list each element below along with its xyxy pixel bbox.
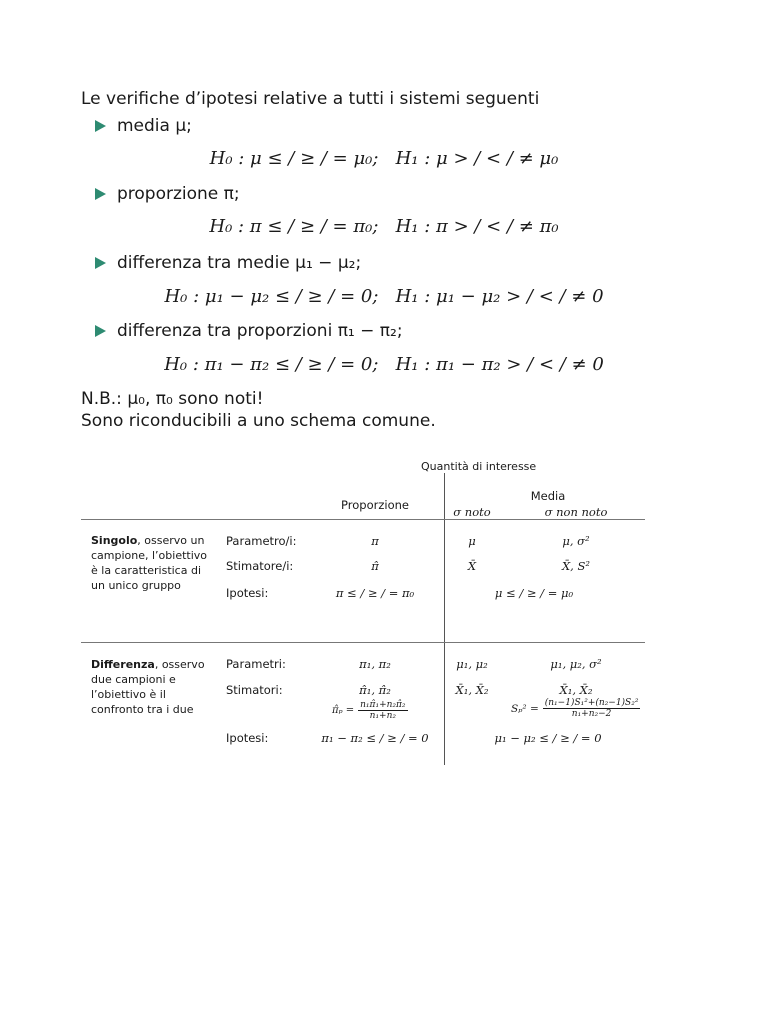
pooled-proportion-formula [332, 700, 408, 721]
differenza-noto-stim: X̄₁, X̄₂ [455, 683, 489, 697]
formula-proporzione: H₀ : π ≤ / ≥ / = π₀; H₁ : π > / < / ≠ π₀ [209, 216, 559, 237]
header-media: Media [530, 489, 566, 503]
singolo-bold: Singolo [91, 534, 138, 547]
singolo-noto-stim: X̄ [467, 559, 477, 573]
differenza-bold: Differenza [91, 658, 155, 671]
section-rule [81, 642, 645, 643]
singolo-prop-param: π [371, 534, 379, 548]
differenza-prop-stim: π̂₁, π̂₂ [359, 683, 391, 697]
differenza-prop-param: π₁, π₂ [359, 657, 391, 671]
bullet-label: proporzione π; [117, 184, 240, 204]
sp-fraction [543, 698, 641, 719]
bullet-triangle-icon [95, 325, 106, 337]
bullet-triangle-icon [95, 120, 106, 132]
differenza-noto-param: μ₁, μ₂ [456, 657, 488, 671]
singolo-nonnoto-param: μ, σ² [562, 534, 590, 548]
sp-lhs: Sₚ² = [511, 702, 539, 715]
differenza-ipot-label: Ipotesi: [226, 731, 269, 745]
differenza-nonnoto-stim: X̄₁, X̄₂ [559, 683, 593, 697]
formula-diff-medie: H₀ : μ₁ − μ₂ ≤ / ≥ / = 0; H₁ : μ₁ − μ₂ > / < / ≠ 0 [164, 286, 604, 307]
note-noti: N.B.: μ₀, π₀ sono noti! [81, 389, 264, 409]
bullet-diff-medie [95, 253, 361, 273]
bullet-triangle-icon [95, 257, 106, 269]
differenza-param-label: Parametri: [226, 657, 286, 671]
sp-denominator: n₁+n₂−2 [571, 709, 612, 719]
singolo-description [91, 533, 217, 593]
singolo-nonnoto-stim: X̄, S² [562, 559, 590, 573]
header-proporzione: Proporzione [341, 498, 409, 512]
bullet-diff-proporzioni [95, 321, 403, 341]
differenza-stim-label: Stimatori: [226, 683, 283, 697]
bullet-label: differenza tra proporzioni π₁ − π₂; [117, 321, 403, 341]
intro-text: Le verifiche d’ipotesi relative a tutti i sistemi seguenti [81, 89, 540, 109]
differenza-media-ipot: μ₁ − μ₂ ≤ / ≥ / = 0 [494, 731, 602, 745]
singolo-noto-param: μ [468, 534, 476, 548]
pooled-variance-formula [511, 698, 640, 719]
formula-media: H₀ : μ ≤ / ≥ / = μ₀; H₁ : μ > / < / ≠ μ₀ [209, 148, 559, 169]
singolo-prop-stim: π̂ [371, 559, 379, 573]
vertical-divider [444, 473, 445, 765]
differenza-nonnoto-param: μ₁, μ₂, σ² [550, 657, 602, 671]
pooled-numerator: n₁π̂₁+n₂π̂₂ [360, 700, 406, 710]
bullet-label: media μ; [117, 116, 192, 136]
header-sigma-non-noto: σ non noto [544, 505, 608, 519]
header-quantita: Quantità di interesse [421, 460, 537, 473]
singolo-param-label: Parametro/i: [226, 534, 297, 548]
pooled-denominator: n₁+n₂ [369, 711, 397, 721]
bullet-triangle-icon [95, 188, 106, 200]
pooled-lhs: π̂ₚ = [332, 705, 355, 716]
singolo-media-ipot: μ ≤ / ≥ / = μ₀ [494, 586, 574, 600]
singolo-rest: , osservo un campione, l’obiettivo è la caratteristica di un unico gruppo [91, 534, 208, 592]
singolo-stim-label: Stimatore/i: [226, 559, 294, 573]
bullet-proporzione [95, 184, 240, 204]
sp-numerator: (n₁−1)S₁²+(n₂−1)S₂² [544, 698, 639, 708]
differenza-description [91, 657, 217, 717]
formula-diff-proporzioni: H₀ : π₁ − π₂ ≤ / ≥ / = 0; H₁ : π₁ − π₂ > / < / ≠ 0 [164, 354, 604, 375]
differenza-rest: , osservo due campioni e l’obiettivo è il confronto tra i due [91, 658, 205, 716]
differenza-prop-ipot: π₁ − π₂ ≤ / ≥ / = 0 [321, 731, 429, 745]
header-rule [81, 519, 645, 520]
note-schema: Sono riconducibili a uno schema comune. [81, 411, 436, 431]
header-sigma-noto: σ noto [453, 505, 491, 519]
bullet-label: differenza tra medie μ₁ − μ₂; [117, 253, 362, 273]
singolo-ipot-label: Ipotesi: [226, 586, 269, 600]
pooled-fraction [358, 700, 407, 721]
bullet-media [95, 116, 192, 136]
summary-table [81, 455, 645, 765]
singolo-prop-ipot: π ≤ / ≥ / = π₀ [335, 586, 415, 600]
